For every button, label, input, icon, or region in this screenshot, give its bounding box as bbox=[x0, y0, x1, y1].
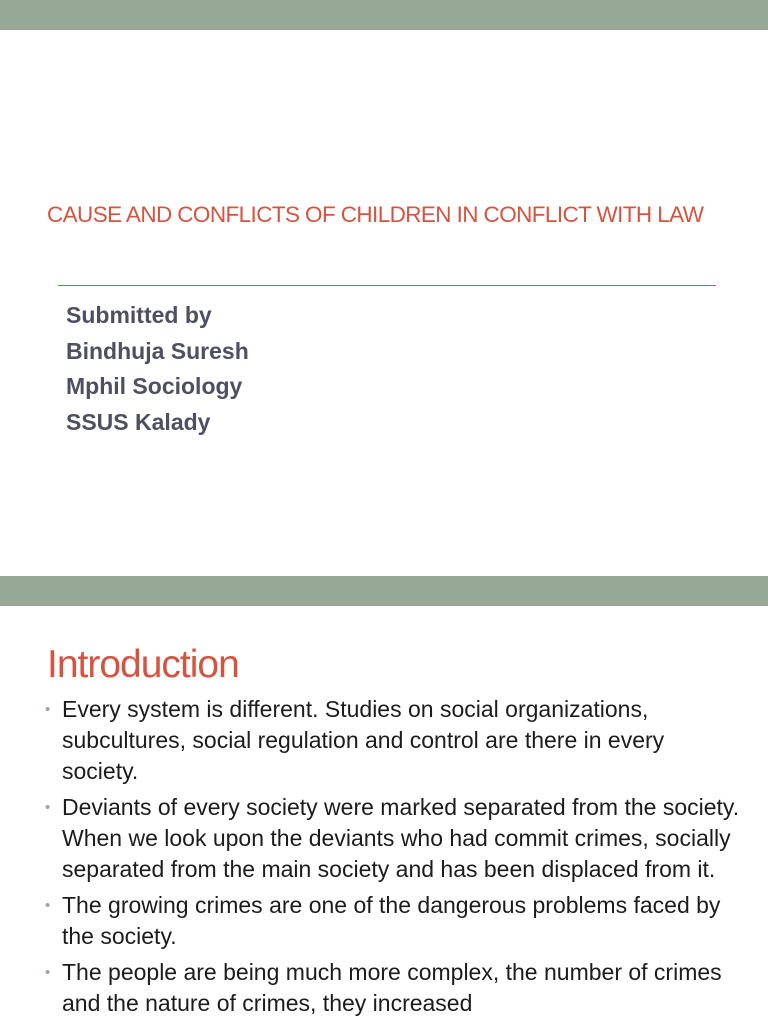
bullet-icon: • bbox=[45, 964, 51, 981]
list-item bbox=[44, 890, 744, 952]
list-item bbox=[44, 957, 744, 1019]
bullet-text: Every system is different. Studies on social organizations, subcultures, social regulation and control are there in every society. bbox=[62, 696, 665, 784]
list-item bbox=[44, 694, 744, 787]
bullet-icon: • bbox=[45, 701, 51, 718]
section-heading: Introduction bbox=[47, 643, 239, 686]
submitter-line: Mphil Sociology bbox=[66, 373, 243, 400]
submitter-line: Submitted by bbox=[66, 302, 212, 328]
list-item bbox=[44, 792, 744, 885]
bullet-icon: • bbox=[45, 799, 51, 816]
slide1-top-band bbox=[0, 0, 768, 30]
title-divider bbox=[58, 285, 716, 286]
slide-title: CAUSE AND CONFLICTS OF CHILDREN IN CONFLICT WITH LAW bbox=[47, 202, 704, 227]
bullet-text: Deviants of every society were marked separated from the society. When we look upon the deviants who had commit crimes, socially separated from the main society and has been displaced from it. bbox=[62, 794, 740, 882]
bullet-icon: • bbox=[45, 897, 51, 914]
bullet-text: The people are being much more complex, the number of crimes and the nature of crimes, they increased bbox=[62, 959, 722, 1016]
bullet-text: The growing crimes are one of the dangerous problems faced by the society. bbox=[62, 892, 721, 949]
submitter-line: SSUS Kalady bbox=[66, 409, 211, 436]
submitter-line: Bindhuja Suresh bbox=[66, 337, 249, 364]
bullet-list bbox=[44, 694, 744, 1024]
submitter-info bbox=[66, 298, 249, 441]
slide2-top-band bbox=[0, 576, 768, 606]
